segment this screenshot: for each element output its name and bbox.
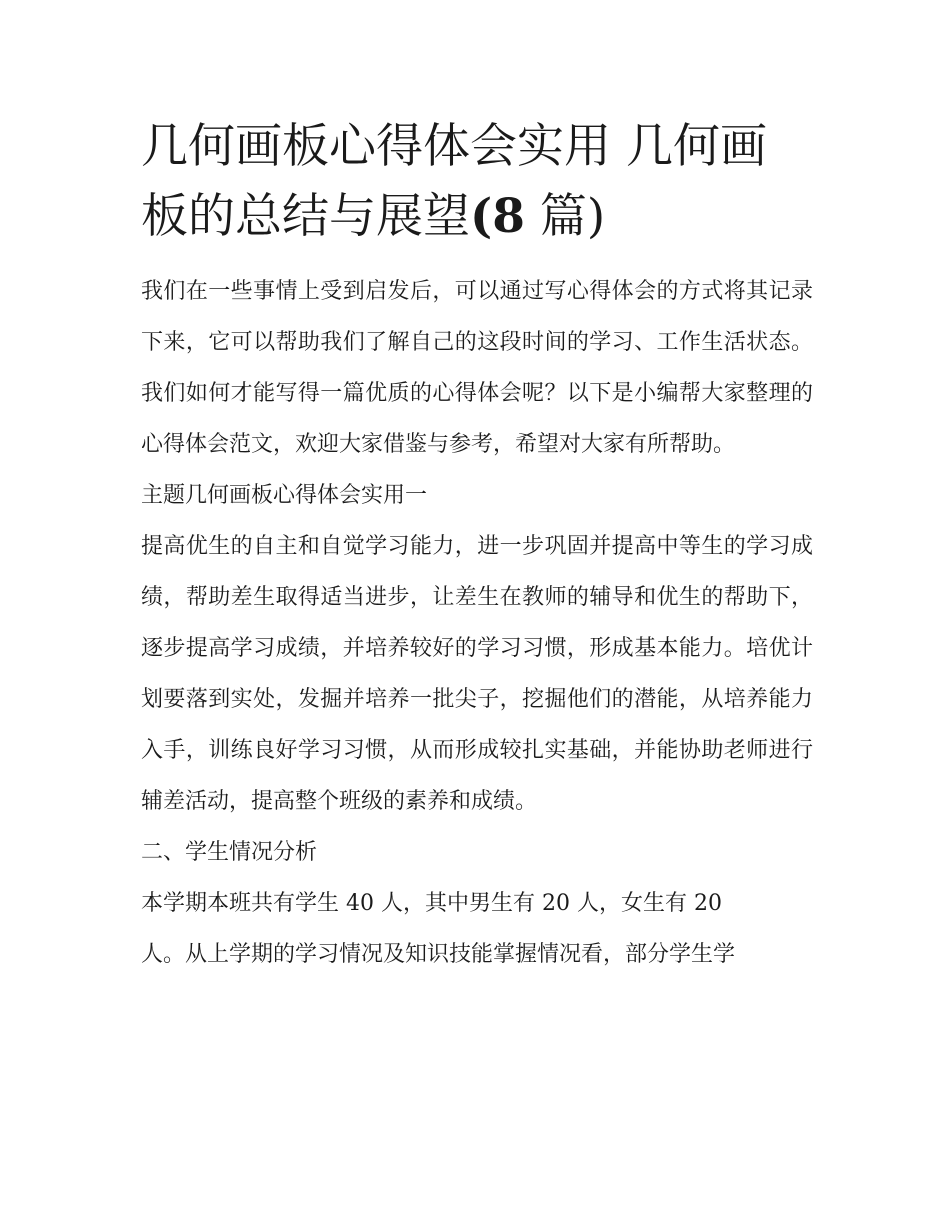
title-text: 几何画板心得体会实用 几何画板的总结与展望: [141, 119, 767, 244]
section-heading-1: 主题几何画板心得体会实用一: [141, 483, 428, 508]
document-title: [141, 112, 813, 252]
document-page: [141, 112, 813, 980]
title-suffix: 篇): [524, 189, 606, 244]
body-paragraph-2-line-1: 本学期本班共有学生 40 人，其中男生有 20 人，女生有 20: [141, 891, 722, 916]
body-paragraph-2-line-2: 人。从上学期的学习情况及知识技能掌握情况看，部分学生学: [141, 942, 736, 967]
title-count: (8: [470, 189, 525, 244]
section-heading-2: 二、学生情况分析: [141, 840, 318, 865]
intro-paragraph: 我们在一些事情上受到启发后，可以通过写心得体会的方式将其记录下来，它可以帮助我们了解自己的这段时间的学习、工作生活状态。我们如何才能写得一篇优质的心得体会呢？以下是小编帮大家整理的心得体会范文，欢迎大家借鉴与参考，希望对大家有所帮助。: [141, 279, 813, 457]
body-paragraph-1: 提高优生的自主和自觉学习能力，进一步巩固并提高中等生的学习成绩，帮助差生取得适当进步，让差生在教师的辅导和优生的帮助下，逐步提高学习成绩，并培养较好的学习习惯，形成基本能力。培优计划要落到实处，发掘并培养一批尖子，挖掘他们的潜能，从培养能力入手，训练良好学习习惯，从而形成较扎实基础，并能协助老师进行辅差活动，提高整个班级的素养和成绩。: [141, 534, 813, 814]
